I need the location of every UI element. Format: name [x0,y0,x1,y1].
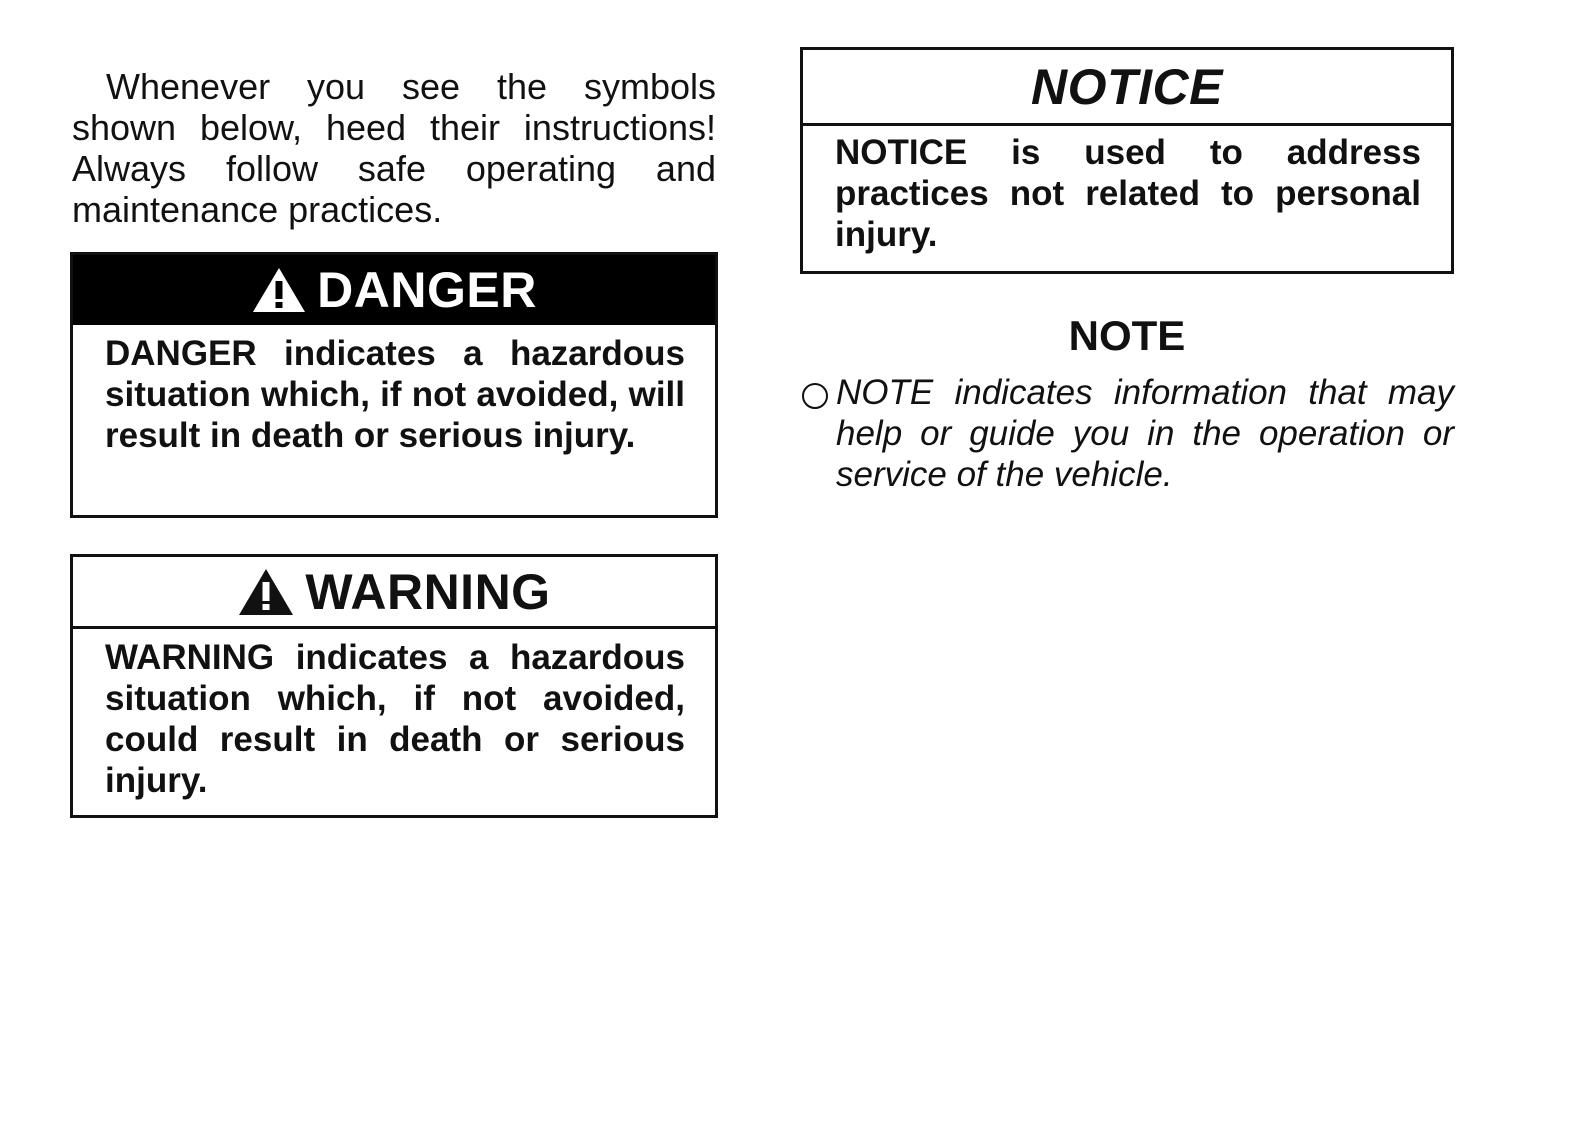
warning-triangle-icon [251,266,307,314]
danger-box [70,252,718,518]
warning-header [73,557,715,629]
note-text: NOTE indicates information that may help or guide you in the operation or service of the vehicle. [836,373,1454,494]
notice-body: NOTICE is used to address practices not related to personal injury. [835,133,1421,254]
warning-title: WARNING [305,563,551,620]
danger-body: DANGER indicates a hazardous situation which, if not avoided, will result in death or serious injury. [105,334,685,455]
note-item [802,372,1454,495]
notice-box [800,47,1454,274]
notice-title: NOTICE [1031,58,1223,115]
warning-triangle-icon [237,567,295,617]
danger-header [73,255,715,325]
notice-header [803,50,1451,126]
note-heading: NOTE [1068,312,1186,359]
warning-box [70,554,718,818]
circle-bullet-icon [802,383,828,409]
intro-paragraph: Whenever you see the symbols shown below, heed their instructions! Always follow safe operating and maintenance practices. [72,66,716,230]
danger-title: DANGER [317,262,537,318]
warning-body: WARNING indicates a hazardous situation which, if not avoided, could result in death or serious injury. [105,638,685,800]
